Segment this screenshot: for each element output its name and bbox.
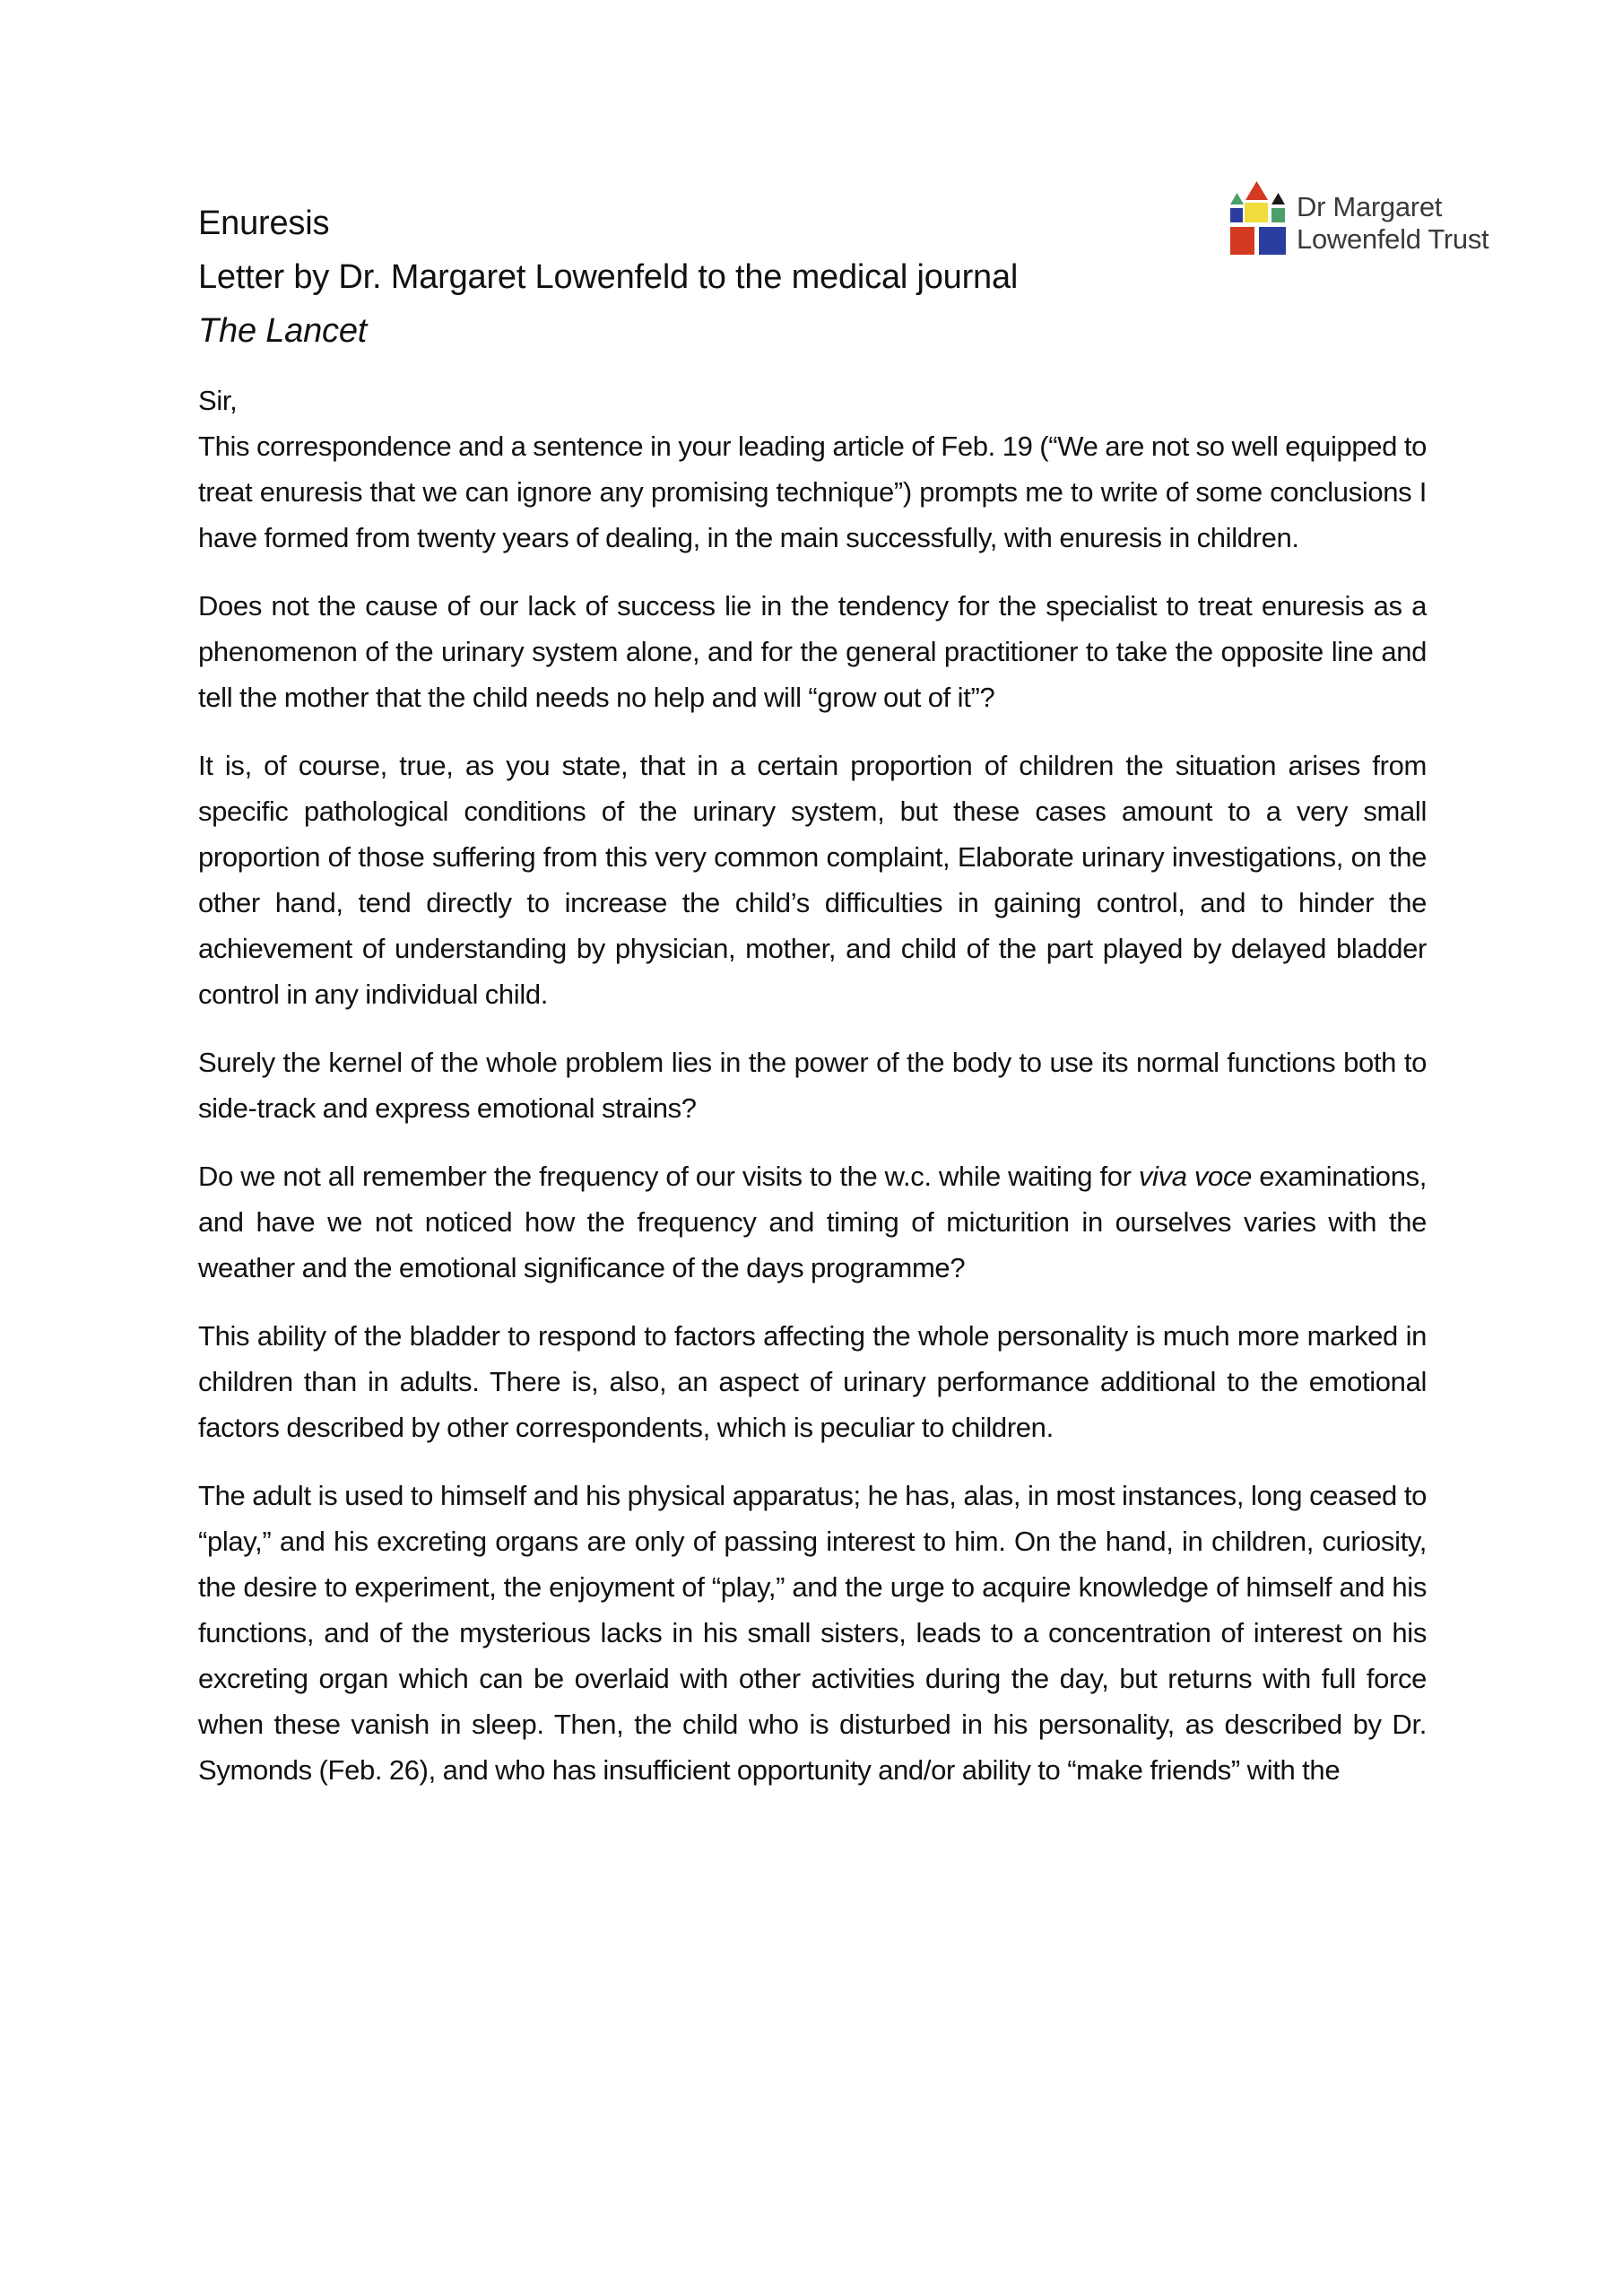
logo-big-blue-square bbox=[1259, 227, 1286, 255]
logo-yellow-square bbox=[1245, 203, 1268, 222]
logo-line-1: Dr Margaret bbox=[1297, 191, 1443, 222]
letter-paragraph-7: The adult is used to himself and his physical apparatus; he has, alas, in most instances, long ceased to “play,” and his excreting organs are only of passing interest to him. On the hand, in children, curiosity, the desire to experiment, the enjoyment of “play,” and the urge to acquire knowledge of himself and his functions, and of the mysterious lacks in his small sisters, leads to a concentration of interest on his excreting organ which can be overlaid with other activities during the day, but returns with full force when these vanish in sleep. Then, the child who is disturbed in his personality, as described by Dr. Symonds (Feb. 26), and who has insufficient opportunity and/or ability to “make friends” with the bbox=[198, 1480, 1427, 1786]
paragraph-text-end: examinations, and have we not noticed how the frequency and timing of micturition in ourselves varies with the weather and the emotional significance of the days programme? bbox=[198, 1161, 1428, 1283]
italic-phrase: viva voce bbox=[1138, 1161, 1252, 1192]
letter-paragraph-2: Does not the cause of our lack of success lie in the tendency for the specialist to treat enuresis as a phenomenon of the urinary system alone, and for the general practitioner to take the opposite line and tell the mother that the child needs no help and will “grow out of it”? bbox=[198, 590, 1427, 713]
logo-green-triangle bbox=[1230, 193, 1244, 204]
paragraph-text: This correspondence and a sentence in your leading article of Feb. 19 (“We are not so well equipped to treat enuresis that we can ignore any promising technique”) prompts me to write of some conclusions I have formed from twenty years of dealing, in the main successfully, with enuresis in children. bbox=[198, 430, 1427, 553]
logo-text bbox=[1297, 191, 1488, 256]
document-title: Enuresis bbox=[198, 204, 330, 242]
logo-red-triangle bbox=[1245, 181, 1268, 200]
letter-paragraph-5 bbox=[198, 1153, 1427, 1291]
paragraph-text-start: Do we not all remember the frequency of our visits to the w.c. while waiting for bbox=[198, 1161, 1139, 1192]
salutation: Sir, bbox=[198, 385, 238, 416]
letter-paragraph-6: This ability of the bladder to respond to factors affecting the whole personality is much more marked in children than in adults. There is, also, an aspect of urinary performance additional to the emotional factors described by other correspondents, which is peculiar to children. bbox=[198, 1320, 1427, 1443]
document-subtitle: Letter by Dr. Margaret Lowenfeld to the medical journal bbox=[198, 258, 1019, 296]
journal-name: The Lancet bbox=[198, 312, 368, 350]
logo-line-2: Lowenfeld Trust bbox=[1297, 223, 1489, 255]
logo-black-triangle bbox=[1271, 193, 1285, 204]
letter-body bbox=[198, 378, 1427, 1815]
letter-paragraph-1 bbox=[198, 378, 1427, 561]
document-header bbox=[198, 196, 1185, 358]
logo-small-blue-square bbox=[1230, 208, 1243, 222]
building-blocks-icon bbox=[1228, 179, 1291, 260]
letter-paragraph-3: It is, of course, true, as you state, that in a certain proportion of children the situation arises from specific pathological conditions of the urinary system, but these cases amount to a very small proportion of those suffering from this very common complaint, Elaborate urinary investigations, on the other hand, tend directly to increase the child’s difficulties in gaining control, and to hinder the achievement of understanding by physician, mother, and child of the part played by delayed bladder control in any individual child. bbox=[198, 750, 1427, 1010]
logo-small-green-square bbox=[1271, 208, 1285, 222]
trust-logo bbox=[1228, 179, 1533, 260]
letter-paragraph-4: Surely the kernel of the whole problem lies in the power of the body to use its normal functions both to side-track and express emotional strains? bbox=[198, 1047, 1427, 1124]
logo-big-red-square bbox=[1230, 227, 1254, 255]
